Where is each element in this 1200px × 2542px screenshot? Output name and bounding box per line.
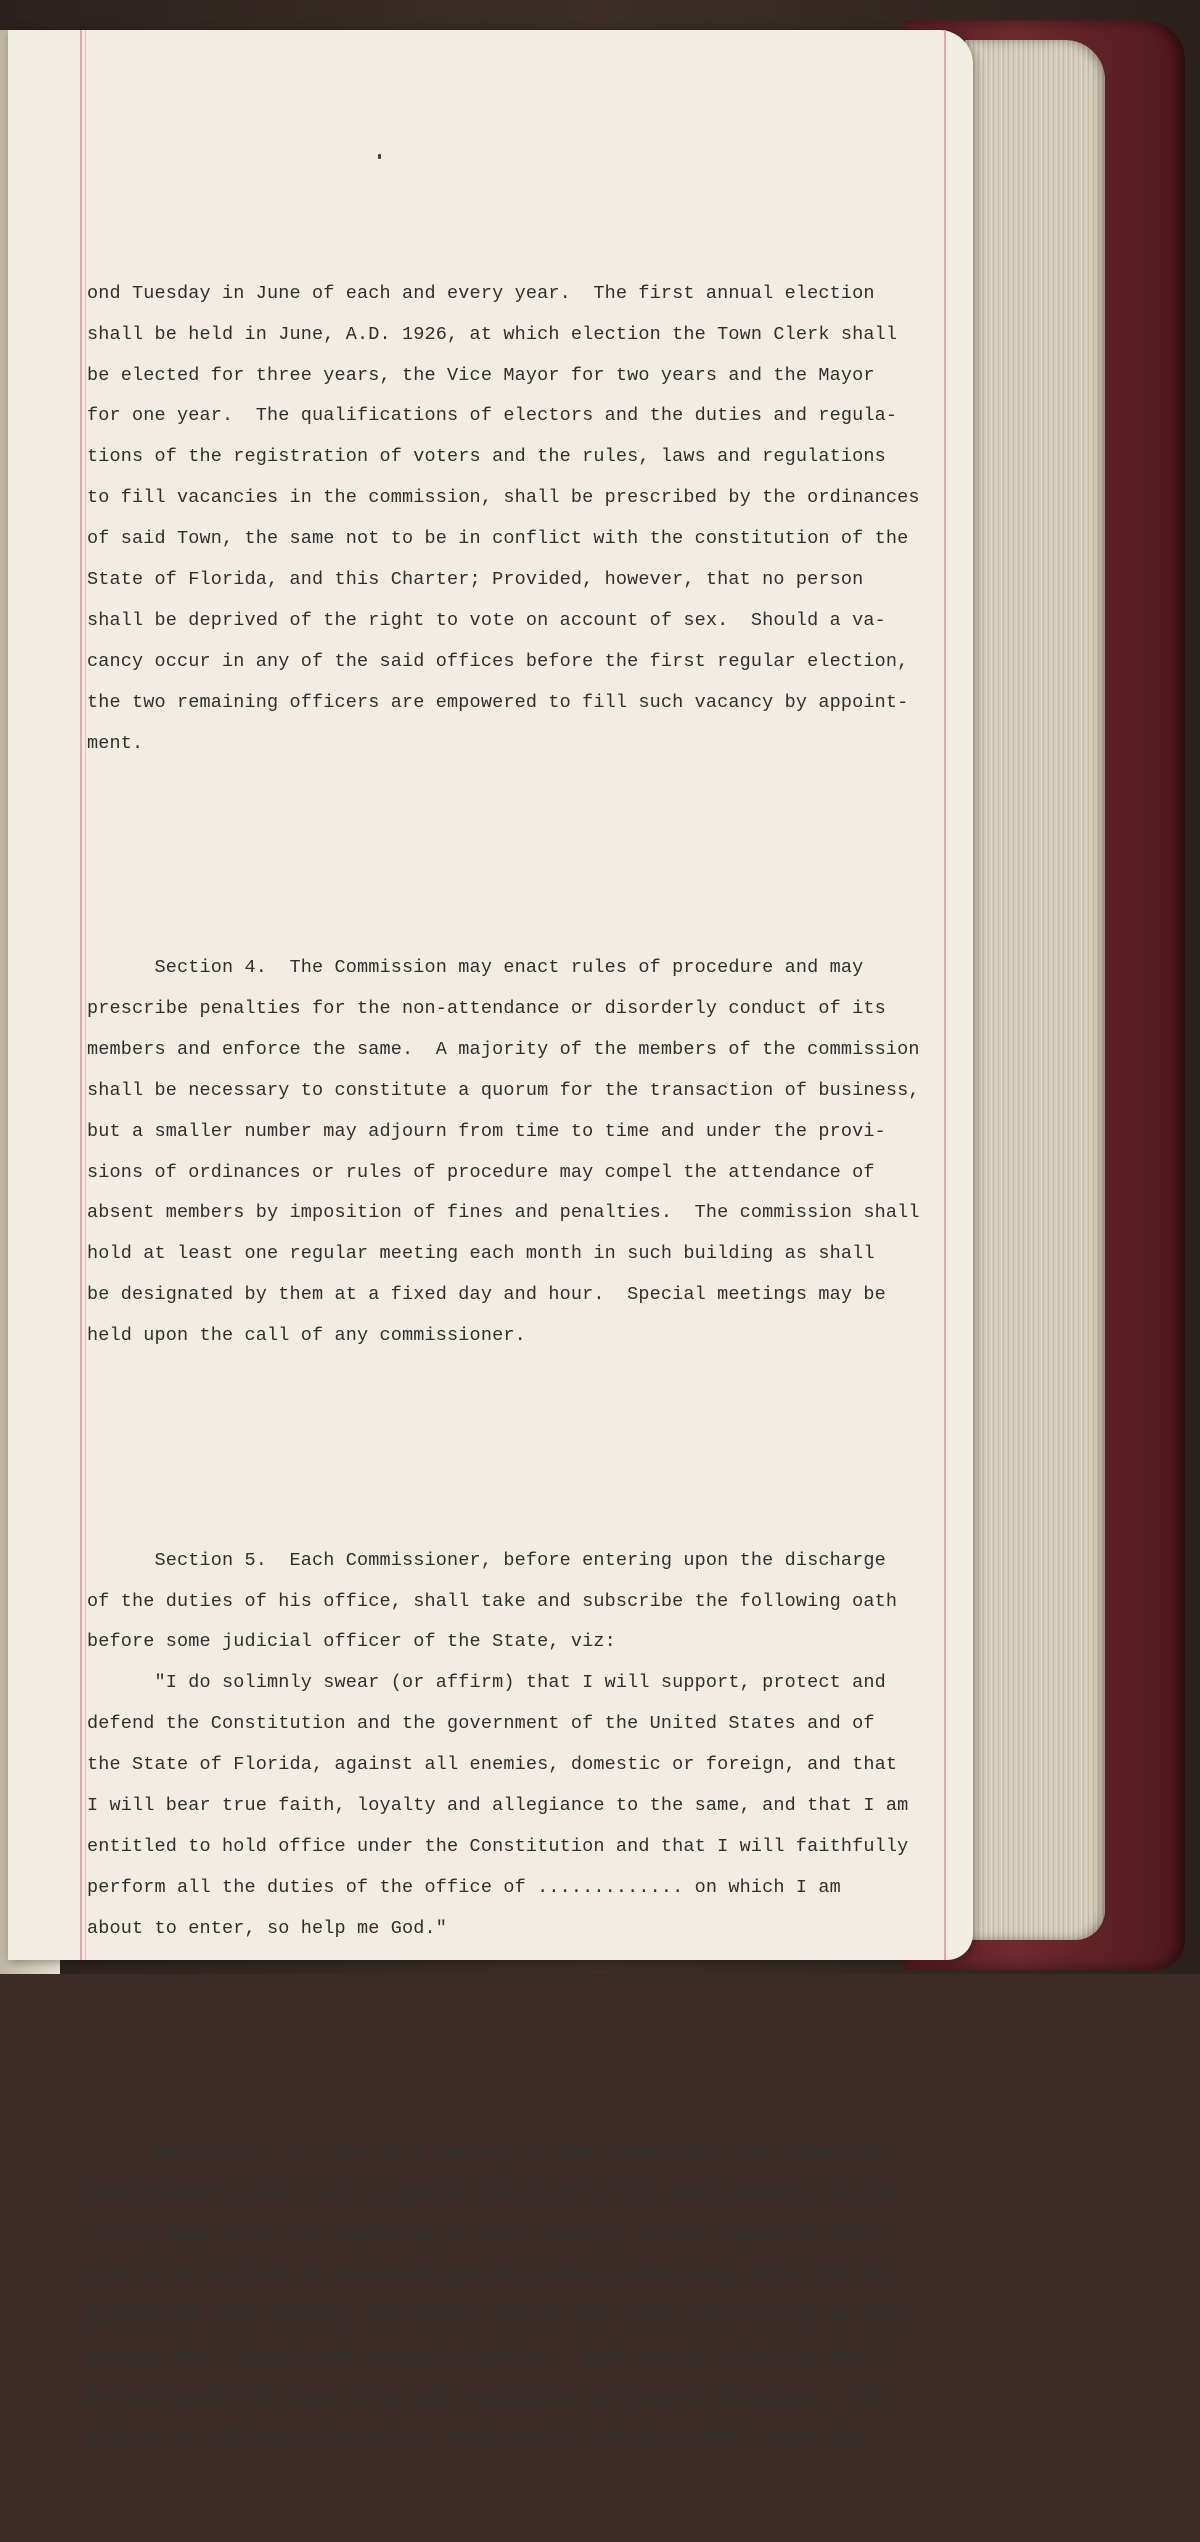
text-line: ment.	[87, 732, 144, 754]
text-line: absent members by imposition of fines and penalties. The commission shall	[87, 1202, 920, 1224]
text-line: of the duties of his office, shall take and subscribe the following oath	[87, 1590, 898, 1612]
text-line: the State of Florida, against all enemies, domestic or foreign, and that	[87, 1754, 898, 1776]
text-line: for one year. The qualifications of electors and the duties and regula-	[87, 405, 898, 427]
text-line: of said Town, the same not to be in conflict with the constitution of the	[87, 528, 909, 550]
paragraph-section-6	[87, 2133, 977, 2460]
paragraph-election	[87, 274, 977, 765]
text-line: shall be necessary to constitute a quorum for the transaction of business,	[87, 1079, 920, 1101]
text-line: hold at least one regular meeting each month in such building as shall	[87, 1243, 875, 1265]
page-edges	[965, 40, 1105, 1940]
margin-line-left-inner	[85, 30, 86, 1960]
text-line: prescribe penalties for the non-attendance or disorderly conduct of its	[87, 998, 886, 1020]
text-line: officer or officers elected at such special election shall serve for	[87, 2428, 864, 2450]
typed-text	[87, 192, 977, 2542]
text-line: before some judicial officer of the State, viz:	[87, 1631, 616, 1653]
text-line: I will bear true faith, loyalty and allegiance to the same, and that I am	[87, 1795, 909, 1816]
text-line: members and enforce the same. A majority of the members of the commission	[87, 1038, 920, 1060]
paragraph-section-5	[87, 1541, 977, 1950]
text-line: be elected for three years, the Vice Mayor for two years and the Mayor	[87, 364, 875, 386]
text-line: held upon the call of any commissioner.	[87, 1325, 526, 1347]
text-line: Section 6. In case of a vacancy in the Commission, the remaining	[87, 2142, 886, 2164]
text-line: "I do solimnly swear (or affirm) that I will support, protect and	[87, 1672, 886, 1694]
text-line: defend the Constitution and the government of the United States and of	[87, 1713, 875, 1735]
text-line: entitled to hold office under the Constitution and that I will faithfully	[87, 1835, 909, 1857]
text-line: sions of ordinances or rules of procedure may compel the attendance of	[87, 1161, 875, 1183]
text-line: ond Tuesday in June of each and every year. The first annual election	[87, 282, 875, 304]
text-line: shall be held in June, A.D. 1926, at which election the Town Clerk shall	[87, 323, 898, 345]
text-line: Section 5. Each Commissioner, before entering upon the discharge	[87, 1549, 886, 1571]
text-line: tions of the registration of voters and the rules, laws and regulations	[87, 446, 886, 468]
text-line: perform all the duties of the office of ............. on which I am	[87, 1876, 841, 1898]
margin-line-left	[80, 30, 82, 1960]
text-line: be held under the same rules and regulations as general elections. The	[87, 2387, 886, 2409]
text-line: shall be deprived of the right to vote on account of sex. Should a va-	[87, 609, 886, 631]
text-line: about to enter, so help me God."	[87, 1917, 448, 1939]
text-line: State of Florida, and this Charter; Provided, however, that no person	[87, 569, 864, 591]
text-line: tion is to be held in said municipality within ninety days after the be-	[87, 2264, 898, 2286]
paragraph-section-4	[87, 948, 977, 1357]
text-line: the two remaining officers are empowered to fill such vacancy by appoint-	[87, 691, 909, 713]
text-line: thirty days after the beginning of such vacancy, unless a general elec-	[87, 2223, 886, 2245]
text-line: ginning of such vacancy, whereupon, and in such case, the filling of such	[87, 2305, 909, 2327]
text-line: be designated by them at a fixed day and hour. Special meetings may be	[87, 1284, 886, 1306]
text-line: vacancy shall be at such general election. Such special election shall	[87, 2346, 886, 2368]
text-line: Commissioners shall call a special election to fill such vacancy, within	[87, 2183, 898, 2205]
ink-mark	[378, 154, 381, 159]
text-line: to fill vacancies in the commission, shall be prescribed by the ordinances	[87, 487, 920, 509]
text-line: cancy occur in any of the said offices before the first regular election,	[87, 650, 909, 672]
text-line: Section 4. The Commission may enact rules of procedure and may	[87, 957, 864, 979]
text-line: but a smaller number may adjourn from time to time and under the provi-	[87, 1120, 886, 1142]
